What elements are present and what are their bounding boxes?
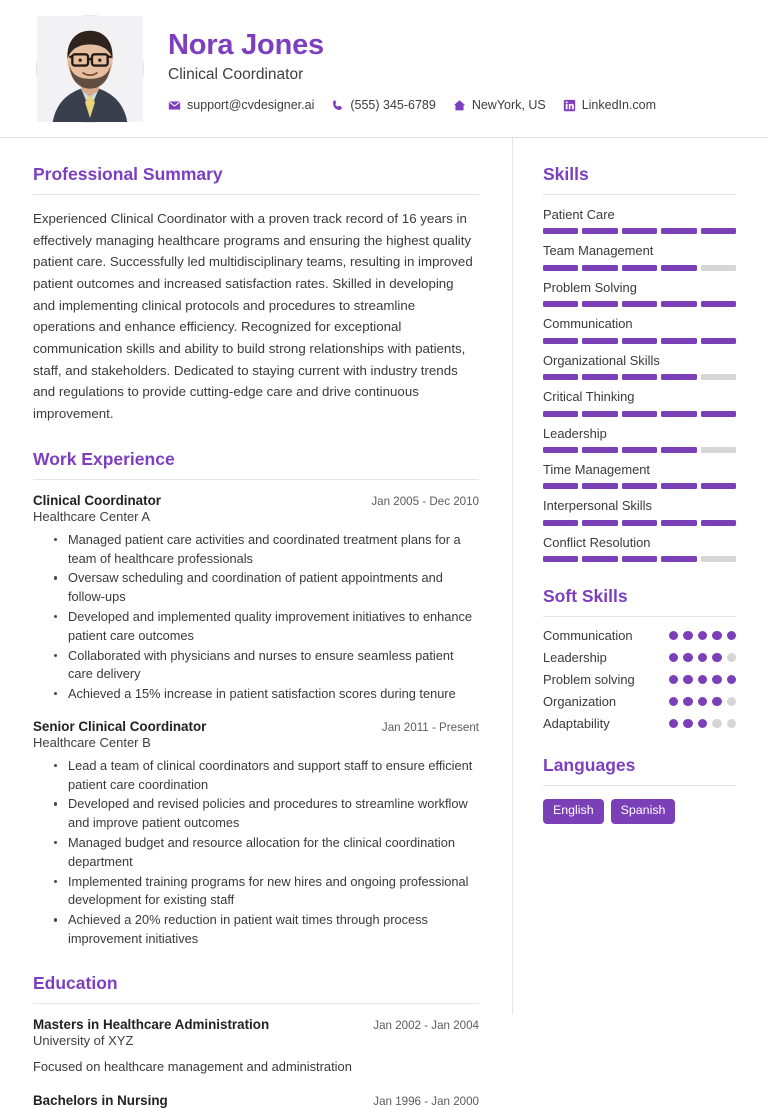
list-item: Implemented training programs for new hires and ongoing professional development for existing staff bbox=[54, 873, 479, 911]
skill-segment bbox=[661, 520, 696, 526]
skill-segment bbox=[701, 483, 736, 489]
contact-email[interactable] bbox=[168, 98, 314, 112]
experience-entry-header bbox=[33, 493, 479, 508]
skill-segment bbox=[543, 411, 578, 417]
skill-level-bar bbox=[543, 374, 736, 380]
section-work-experience bbox=[33, 449, 479, 949]
education-date-range: Jan 2002 - Jan 2004 bbox=[373, 1018, 479, 1032]
skill-level-bar bbox=[543, 228, 736, 234]
skill-segment bbox=[543, 447, 578, 453]
experience-bullet-list bbox=[33, 531, 479, 704]
rating-dot bbox=[727, 675, 737, 685]
skill-segment bbox=[701, 374, 736, 380]
skill-segment bbox=[622, 483, 657, 489]
skill-name: Communication bbox=[543, 316, 633, 332]
skill-level-bar bbox=[543, 265, 736, 271]
list-item: Oversaw scheduling and coordination of patient appointments and follow-ups bbox=[54, 569, 479, 607]
rating-dot bbox=[712, 675, 722, 685]
soft-skill-rating bbox=[669, 675, 737, 685]
skill-row bbox=[543, 315, 736, 343]
rating-dot bbox=[698, 697, 708, 707]
contact-linkedin[interactable] bbox=[563, 98, 656, 112]
skill-name: Problem Solving bbox=[543, 279, 637, 295]
skill-segment bbox=[582, 447, 617, 453]
skill-level-bar bbox=[543, 520, 736, 526]
experience-bullet-list bbox=[33, 757, 479, 949]
list-item: Developed and implemented quality improvement initiatives to enhance patient care outcomes bbox=[54, 608, 479, 646]
rating-dot bbox=[698, 631, 708, 641]
section-skills bbox=[543, 164, 736, 562]
soft-skill-row bbox=[543, 694, 736, 709]
skill-name: Interpersonal Skills bbox=[543, 498, 652, 514]
skill-segment bbox=[543, 265, 578, 271]
rating-dot bbox=[669, 697, 679, 707]
skill-segment bbox=[622, 374, 657, 380]
skill-row bbox=[543, 388, 736, 416]
skill-row bbox=[543, 242, 736, 270]
skill-segment bbox=[701, 447, 736, 453]
skill-segment bbox=[661, 483, 696, 489]
skill-segment bbox=[701, 228, 736, 234]
language-tag: English bbox=[543, 799, 604, 824]
contact-email-text: support@cvdesigner.ai bbox=[187, 98, 315, 113]
skill-segment bbox=[701, 556, 736, 562]
job-role-subtitle: Clinical Coordinator bbox=[168, 66, 304, 84]
skill-row bbox=[543, 425, 736, 453]
skill-segment bbox=[582, 483, 617, 489]
skill-segment bbox=[543, 374, 578, 380]
skill-segment bbox=[582, 411, 617, 417]
skill-segment bbox=[661, 265, 696, 271]
skill-name: Leadership bbox=[543, 425, 607, 441]
skill-segment bbox=[661, 301, 696, 307]
language-list bbox=[543, 799, 736, 824]
skill-name: Patient Care bbox=[543, 207, 615, 222]
skill-level-bar bbox=[543, 483, 736, 489]
skill-segment bbox=[622, 447, 657, 453]
skill-segment bbox=[661, 556, 696, 562]
skill-segment bbox=[661, 338, 696, 344]
rating-dot bbox=[683, 719, 693, 729]
header-info bbox=[168, 25, 656, 112]
section-soft-skills bbox=[543, 586, 736, 731]
skill-segment bbox=[582, 265, 617, 271]
rating-dot bbox=[712, 653, 722, 663]
soft-skill-rating bbox=[669, 653, 737, 663]
skill-level-bar bbox=[543, 411, 736, 417]
page-title: Nora Jones bbox=[168, 28, 324, 61]
rating-dot bbox=[727, 697, 737, 707]
skill-segment bbox=[543, 301, 578, 307]
experience-entry-header bbox=[33, 719, 479, 734]
skill-name: Team Management bbox=[543, 243, 654, 259]
contact-phone-text: (555) 345-6789 bbox=[350, 98, 436, 113]
list-item: Managed patient care activities and coordinated treatment plans for a team of healthcare professionals bbox=[54, 531, 479, 569]
skill-list bbox=[543, 206, 736, 562]
rating-dot bbox=[669, 653, 679, 663]
rating-dot bbox=[698, 719, 708, 729]
skill-segment bbox=[701, 265, 736, 271]
skill-segment bbox=[582, 556, 617, 562]
skill-row bbox=[543, 497, 736, 525]
education-degree: Masters in Healthcare Administration bbox=[33, 1016, 270, 1032]
list-item: Achieved a 15% increase in patient satisfaction scores during tenure bbox=[54, 685, 479, 704]
skill-segment bbox=[622, 520, 657, 526]
skill-name: Critical Thinking bbox=[543, 389, 635, 405]
skill-row bbox=[543, 352, 736, 380]
soft-skill-row bbox=[543, 650, 736, 665]
language-tag: Spanish bbox=[611, 799, 676, 824]
skill-segment bbox=[622, 411, 657, 417]
education-degree: Bachelors in Nursing bbox=[33, 1092, 168, 1108]
rating-dot bbox=[698, 675, 708, 685]
education-date-range: Jan 1996 - Jan 2000 bbox=[373, 1094, 479, 1108]
skill-segment bbox=[701, 520, 736, 526]
skill-level-bar bbox=[543, 338, 736, 344]
rating-dot bbox=[669, 631, 679, 641]
rating-dot bbox=[683, 675, 693, 685]
experience-job-title: Senior Clinical Coordinator bbox=[33, 718, 207, 734]
skill-segment bbox=[701, 301, 736, 307]
skill-name: Time Management bbox=[543, 461, 650, 477]
section-title-soft-skills: Soft Skills bbox=[543, 586, 628, 607]
skill-segment bbox=[582, 520, 617, 526]
soft-skill-name: Organization bbox=[543, 694, 617, 710]
list-item: Collaborated with physicians and nurses to ensure seamless patient care delivery bbox=[54, 647, 479, 685]
section-education bbox=[33, 973, 479, 1108]
skill-segment bbox=[622, 228, 657, 234]
soft-skill-row bbox=[543, 672, 736, 687]
skill-segment bbox=[543, 483, 578, 489]
soft-skill-rating bbox=[669, 631, 737, 641]
skill-segment bbox=[622, 556, 657, 562]
rating-dot bbox=[727, 631, 737, 641]
list-item: Developed and revised policies and procedures to streamline workflow and improve patient outcomes bbox=[54, 795, 479, 833]
section-title-education: Education bbox=[33, 972, 118, 993]
education-description: Focused on healthcare management and administration bbox=[33, 1058, 352, 1074]
skill-segment bbox=[582, 374, 617, 380]
rating-dot bbox=[683, 697, 693, 707]
skill-row bbox=[543, 461, 736, 489]
skill-segment bbox=[622, 265, 657, 271]
education-institution: University of XYZ bbox=[33, 1032, 134, 1048]
education-entry bbox=[33, 1017, 479, 1077]
soft-skill-row bbox=[543, 716, 736, 731]
soft-skill-name: Problem solving bbox=[543, 672, 635, 688]
skill-row bbox=[543, 279, 736, 307]
rating-dot bbox=[712, 719, 722, 729]
skill-level-bar bbox=[543, 447, 736, 453]
experience-organization: Healthcare Center B bbox=[33, 734, 151, 750]
rating-dot bbox=[698, 653, 708, 663]
skill-segment bbox=[543, 520, 578, 526]
rating-dot bbox=[712, 631, 722, 641]
rating-dot bbox=[669, 675, 679, 685]
email-icon bbox=[168, 99, 181, 112]
rating-dot bbox=[683, 631, 693, 641]
divider bbox=[33, 194, 479, 195]
rating-dot bbox=[712, 697, 722, 707]
skill-segment bbox=[582, 301, 617, 307]
skill-segment bbox=[582, 228, 617, 234]
experience-organization: Healthcare Center A bbox=[33, 508, 151, 524]
experience-date-range: Jan 2011 - Present bbox=[381, 720, 479, 734]
rating-dot bbox=[669, 719, 679, 729]
skill-segment bbox=[661, 228, 696, 234]
skill-name: Conflict Resolution bbox=[543, 534, 651, 550]
soft-skill-list bbox=[543, 628, 736, 731]
resume-header bbox=[0, 0, 768, 138]
experience-date-range: Jan 2005 - Dec 2010 bbox=[371, 494, 479, 508]
education-entry-header bbox=[33, 1017, 479, 1032]
divider bbox=[543, 785, 736, 786]
section-title-summary: Professional Summary bbox=[33, 164, 223, 184]
skill-segment bbox=[622, 338, 657, 344]
soft-skill-name: Communication bbox=[543, 628, 633, 644]
divider bbox=[33, 479, 479, 480]
contact-phone[interactable] bbox=[331, 98, 435, 112]
section-professional-summary bbox=[33, 164, 479, 425]
skill-segment bbox=[543, 556, 578, 562]
skill-segment bbox=[701, 411, 736, 417]
soft-skill-name: Adaptability bbox=[543, 716, 610, 732]
experience-entry bbox=[33, 719, 479, 949]
rating-dot bbox=[727, 653, 737, 663]
skill-level-bar bbox=[543, 301, 736, 307]
section-title-experience: Work Experience bbox=[33, 448, 175, 469]
list-item: Achieved a 20% reduction in patient wait times through process improvement initiatives bbox=[54, 911, 479, 949]
list-item: Managed budget and resource allocation for the clinical coordination department bbox=[54, 834, 479, 872]
linkedin-icon bbox=[563, 99, 576, 112]
section-languages bbox=[543, 755, 736, 824]
rating-dot bbox=[683, 653, 693, 663]
skill-segment bbox=[543, 228, 578, 234]
divider bbox=[33, 1003, 479, 1004]
soft-skill-rating bbox=[669, 697, 737, 707]
experience-job-title: Clinical Coordinator bbox=[33, 492, 161, 508]
skill-segment bbox=[701, 338, 736, 344]
home-icon bbox=[453, 99, 466, 112]
contact-location[interactable] bbox=[453, 98, 546, 112]
skill-segment bbox=[661, 447, 696, 453]
skill-name: Organizational Skills bbox=[543, 352, 660, 368]
contact-linkedin-text: LinkedIn.com bbox=[581, 98, 657, 113]
soft-skill-name: Leadership bbox=[543, 650, 607, 666]
rating-dot bbox=[727, 719, 737, 729]
divider bbox=[543, 616, 736, 617]
skill-segment bbox=[661, 374, 696, 380]
soft-skill-row bbox=[543, 628, 736, 643]
resume-body bbox=[0, 138, 768, 1108]
phone-icon bbox=[331, 99, 344, 112]
section-title-skills: Skills bbox=[543, 164, 589, 184]
skill-row bbox=[543, 534, 736, 562]
divider bbox=[543, 194, 736, 195]
skill-segment bbox=[582, 338, 617, 344]
summary-text: Experienced Clinical Coordinator with a proven track record of 16 years in effectively managing healthcare programs and ensuring the highest quality patient care. Successfully led multidisciplinary teams, resulting in improved patient outcomes and increased satisfaction rates. Skilled in developing and implementing clinical protocols and procedures to streamline operations and enhance efficiency. Recognized for exceptional communication skills and ability to build strong relationships with patients, staff, and stakeholders. Dedicated to staying current with industry trends and regulations to provide cutting-edge care and drive continuous improvement. bbox=[33, 211, 473, 422]
skill-row bbox=[543, 206, 736, 234]
skill-segment bbox=[661, 411, 696, 417]
soft-skill-rating bbox=[669, 719, 737, 729]
education-entry bbox=[33, 1093, 479, 1108]
skill-level-bar bbox=[543, 556, 736, 562]
experience-entry bbox=[33, 493, 479, 704]
avatar bbox=[36, 15, 144, 123]
skill-segment bbox=[543, 338, 578, 344]
contact-location-text: NewYork, US bbox=[471, 98, 546, 113]
section-title-languages: Languages bbox=[543, 755, 636, 776]
skill-segment bbox=[622, 301, 657, 307]
list-item: Lead a team of clinical coordinators and support staff to ensure efficient patient care coordination bbox=[54, 757, 479, 795]
sidebar-column bbox=[513, 138, 768, 1014]
main-column bbox=[0, 138, 513, 1108]
education-entry-header bbox=[33, 1093, 479, 1108]
contact-list bbox=[168, 98, 656, 112]
